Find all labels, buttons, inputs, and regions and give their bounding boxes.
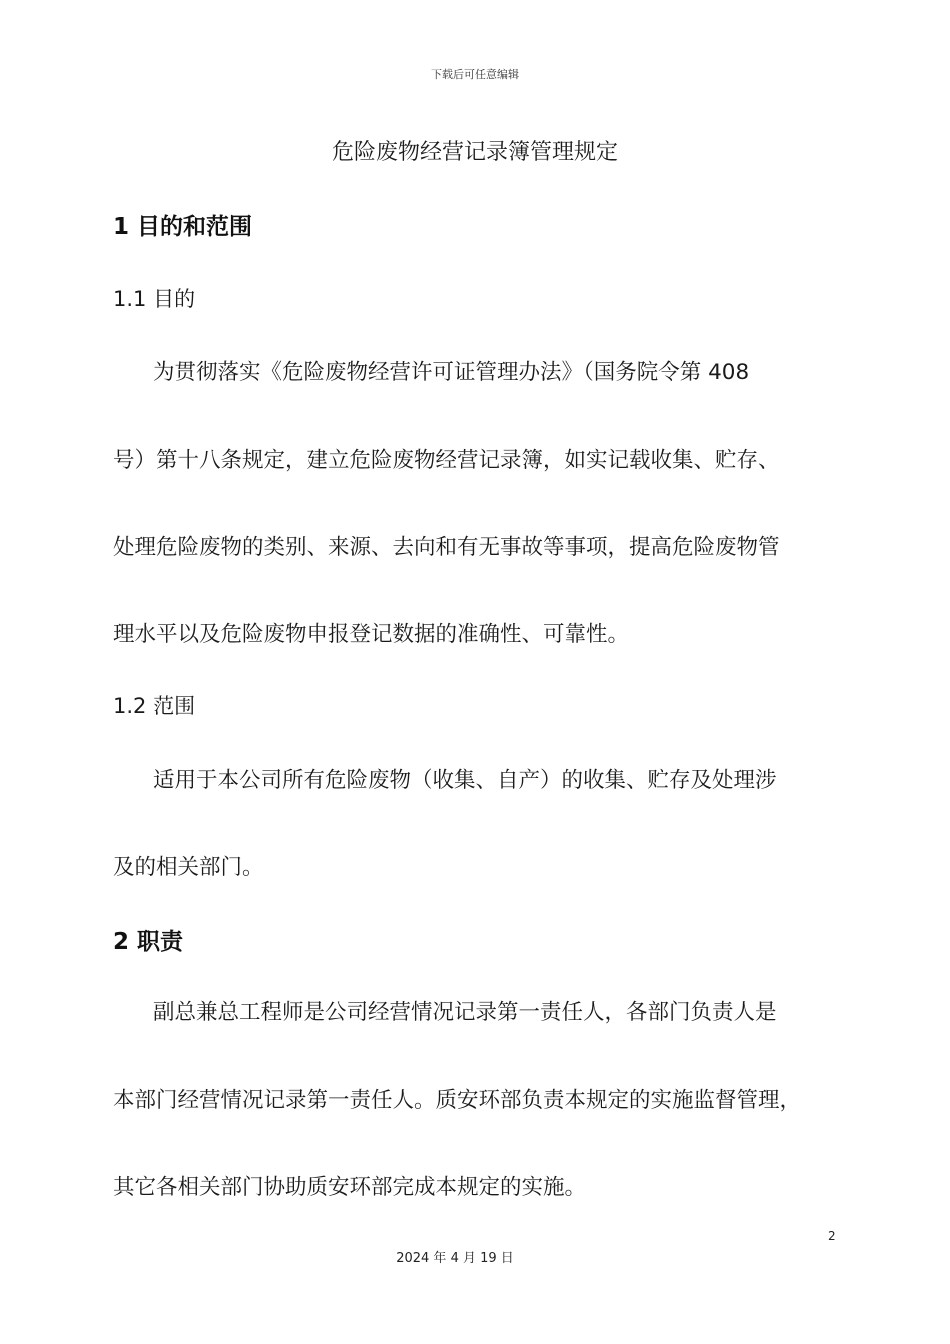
paragraph-line: 副总兼总工程师是公司经营情况记录第一责任人，各部门负责人是 xyxy=(153,1000,777,1025)
paragraph-line: 处理危险废物的类别、来源、去向和有无事故等事项，提高危险废物管 xyxy=(113,535,780,560)
paragraph-line: 及的相关部门。 xyxy=(113,855,264,880)
paragraph-line: 适用于本公司所有危险废物（收集、自产）的收集、贮存及处理涉 xyxy=(153,768,777,793)
section-1-heading: 1 目的和范围 xyxy=(113,214,253,240)
paragraph-line: 为贯彻落实《危险废物经营许可证管理办法》（国务院令第 408 xyxy=(153,360,750,385)
section-2-heading: 2 职责 xyxy=(113,929,184,955)
document-title: 危险废物经营记录簿管理规定 xyxy=(331,140,618,165)
paragraph-line: 其它各相关部门协助质安环部完成本规定的实施。 xyxy=(113,1175,587,1200)
footer-date: 2024 年 4 月 19 日 xyxy=(396,1251,514,1266)
section-1-2-heading: 1.2 范围 xyxy=(113,694,196,718)
page-number: 2 xyxy=(828,1229,836,1243)
paragraph-line: 号）第十八条规定，建立危险废物经营记录簿，如实记载收集、贮存、 xyxy=(113,448,780,473)
paragraph-line: 本部门经营情况记录第一责任人。质安环部负责本规定的实施监督管理， xyxy=(113,1088,802,1113)
section-1-1-heading: 1.1 目的 xyxy=(113,287,196,311)
paragraph-line: 理水平以及危险废物申报登记数据的准确性、可靠性。 xyxy=(113,622,630,647)
header-note: 下载后可任意编辑 xyxy=(431,68,519,81)
